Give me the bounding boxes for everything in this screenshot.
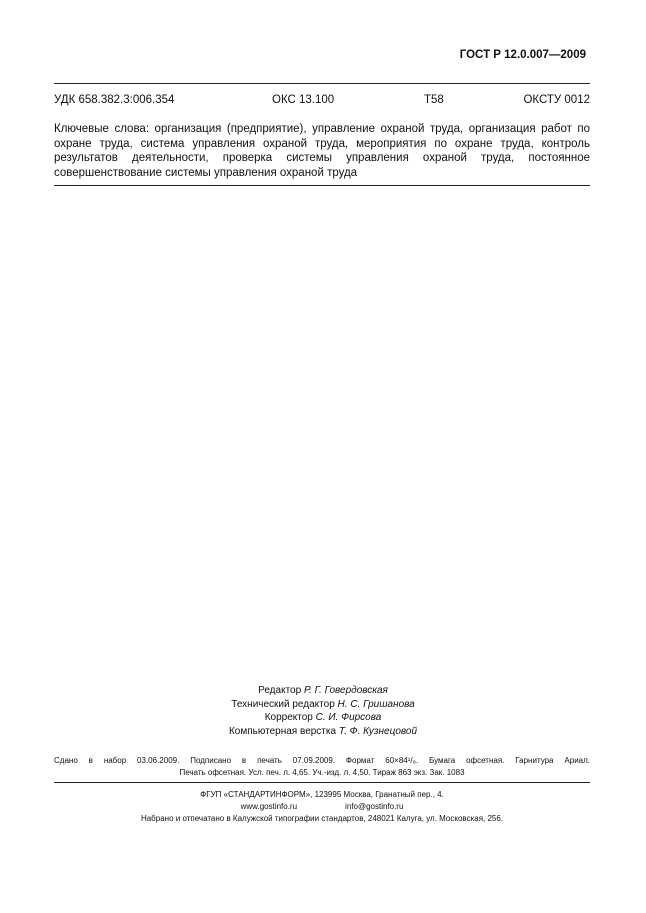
- oks-code: ОКС 13.100: [272, 94, 335, 106]
- keywords-divider: [54, 185, 590, 186]
- imprint-line-2: Печать офсетная. Усл. печ. л. 4,65. Уч.-изд. л. 4,50. Тираж 863 экз. Зак. 1083: [179, 768, 465, 777]
- editor-label: Редактор: [258, 685, 302, 696]
- publisher-block: [54, 789, 590, 825]
- publisher-contacts: [54, 801, 590, 813]
- imprint-block: [54, 755, 590, 779]
- tech-editor-name: Н. С. Гришанова: [337, 698, 415, 710]
- layout-name: Т. Ф. Кузнецовой: [338, 725, 418, 737]
- imprint-divider: [54, 782, 590, 783]
- credits-block: [0, 684, 646, 738]
- publisher-address: ФГУП «СТАНДАРТИНФОРМ», 123995 Москва, Гранатный пер., 4.: [200, 790, 444, 799]
- corrector-label: Корректор: [264, 712, 313, 723]
- corrector-line: [0, 711, 646, 725]
- keywords-paragraph: Ключевые слова: организация (предприятие), управление охраной труда, организация работ по охране труда, система управления охраной труда, мероприятия по охране труда, контроль результатов деятельности, проверка системы управления охраной труда, постоянное совершенствование системы управления охраной труда: [54, 123, 590, 179]
- okstu-code: ОКСТУ 0012: [523, 94, 590, 106]
- tech-editor-line: [0, 698, 646, 712]
- editor-line: [0, 684, 646, 698]
- website-link[interactable]: www.gostinfo.ru: [240, 802, 298, 811]
- udk-code: УДК 658.382.3:006.354: [54, 94, 175, 106]
- tech-editor-label: Технический редактор: [231, 698, 335, 710]
- printing-house: Набрано и отпечатано в Калужской типографии стандартов, 248021 Калуга, ул. Московская, 256.: [140, 814, 504, 823]
- imprint-line-1: Сдано в набор 03.06.2009. Подписано в печать 07.09.2009. Формат 60×84¹/₈. Бумага офсетная. Гарнитура Ариал.: [54, 756, 590, 765]
- top-divider: [54, 83, 590, 84]
- standard-number: ГОСТ Р 12.0.007—2009: [459, 49, 586, 61]
- corrector-name: С. И. Фирсова: [315, 712, 382, 723]
- layout-label: Компьютерная верстка: [228, 725, 337, 737]
- layout-line: [0, 725, 646, 739]
- email-link[interactable]: info@gostinfo.ru: [345, 802, 404, 811]
- editor-name: Р. Г. Говердовская: [303, 685, 388, 696]
- t-code: Т58: [424, 94, 444, 106]
